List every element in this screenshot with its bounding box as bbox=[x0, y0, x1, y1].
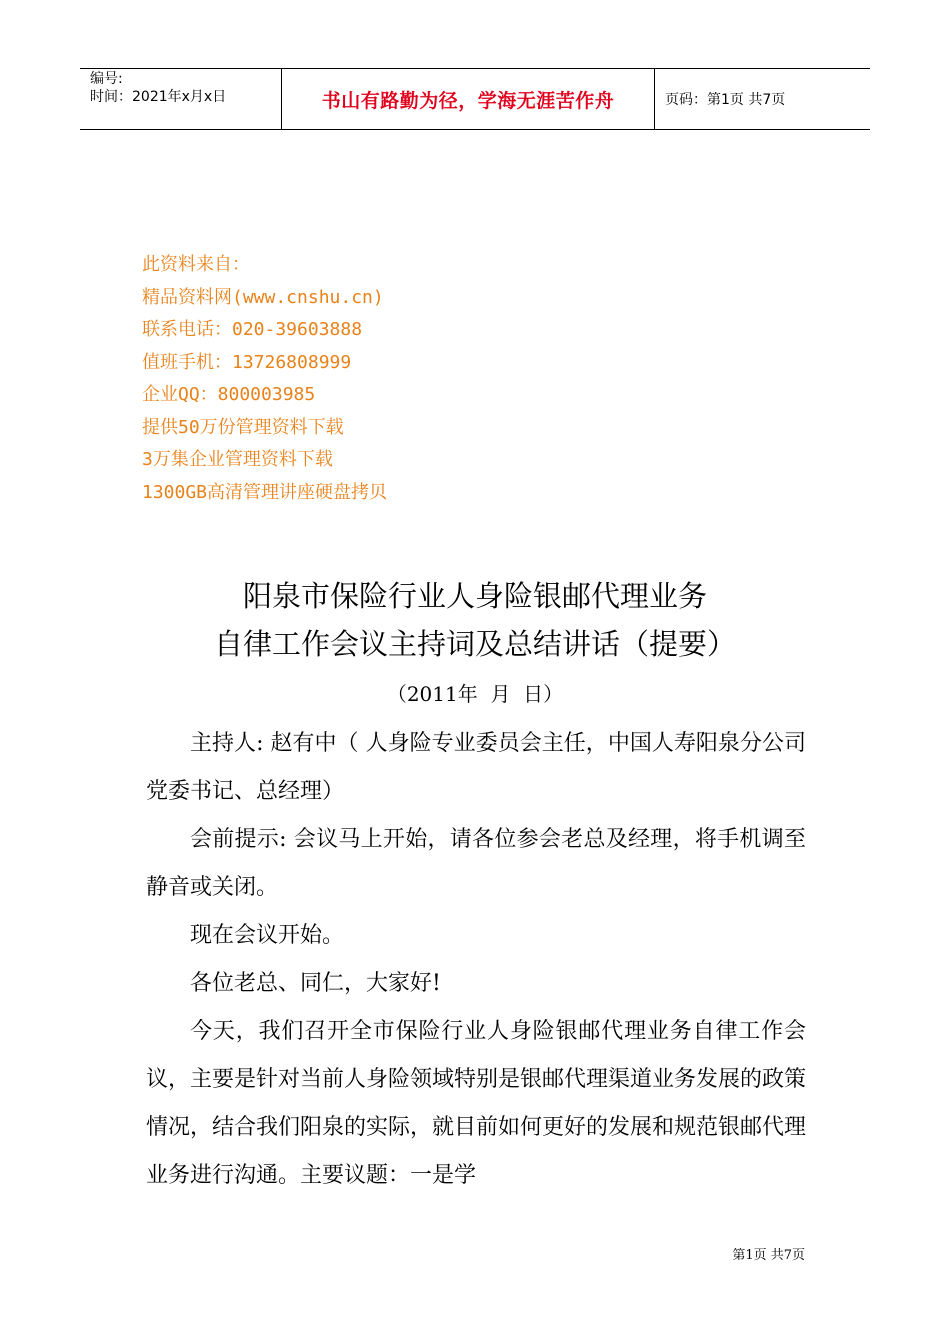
document-date: （2011年 月 日） bbox=[386, 682, 564, 706]
promo-source: 此资料来自： bbox=[142, 254, 250, 275]
time-label: 时间：2021年x月x日 bbox=[90, 89, 227, 105]
paragraph-opening: 现在会议开始。 bbox=[190, 923, 345, 948]
document-title-line-1: 阳泉市保险行业人身险银邮代理业务 bbox=[242, 579, 707, 613]
paragraph-reminder: 会前提示: 会议马上开始，请各位参会老总及经理，将手机调至静音或关闭。 bbox=[146, 827, 806, 900]
document-body bbox=[146, 720, 806, 1200]
header-page-cell bbox=[655, 69, 870, 129]
motto: 书山有路勤为径，学海无涯苦作舟 bbox=[321, 89, 615, 112]
footer-page-info: 第1页 共7页 bbox=[732, 1248, 805, 1263]
number-label: 编号: bbox=[90, 71, 123, 87]
paragraph-agenda: 今天，我们召开全市保险行业人身险银邮代理业务自律工作会议，主要是针对当前人身险领域特别是银邮代理渠道业务发展的政策情况，结合我们阳泉的实际，就目前如何更好的发展和规范银邮代理业务进行沟通。主要议题：一是学 bbox=[146, 1019, 807, 1188]
paragraph-host: 主持人: 赵有中（ 人身险专业委员会主任，中国人寿阳泉分公司党委书记、总经理） bbox=[146, 731, 806, 804]
document-title-line-2: 自律工作会议主持词及总结讲话（提要） bbox=[213, 627, 736, 661]
paragraph-greeting: 各位老总、同仁，大家好! bbox=[190, 971, 441, 996]
promo-offer-3: 1300GB高清管理讲座硬盘拷贝 bbox=[142, 481, 388, 503]
promo-qq: 企业QQ：800003985 bbox=[142, 384, 316, 405]
promo-mobile: 值班手机：13726808999 bbox=[142, 351, 352, 373]
promo-website: 精品资料网(www.cnshu.cn) bbox=[142, 286, 384, 308]
header-motto-cell bbox=[282, 69, 655, 129]
header-meta-cell bbox=[80, 69, 282, 129]
header-page-info: 页码：第1页 共7页 bbox=[665, 92, 786, 108]
promo-offer-1: 提供50万份管理资料下载 bbox=[142, 416, 344, 438]
promo-block bbox=[142, 249, 387, 509]
page-header bbox=[80, 68, 870, 130]
promo-offer-2: 3万集企业管理资料下载 bbox=[142, 449, 333, 470]
promo-phone: 联系电话：020-39603888 bbox=[142, 319, 363, 340]
